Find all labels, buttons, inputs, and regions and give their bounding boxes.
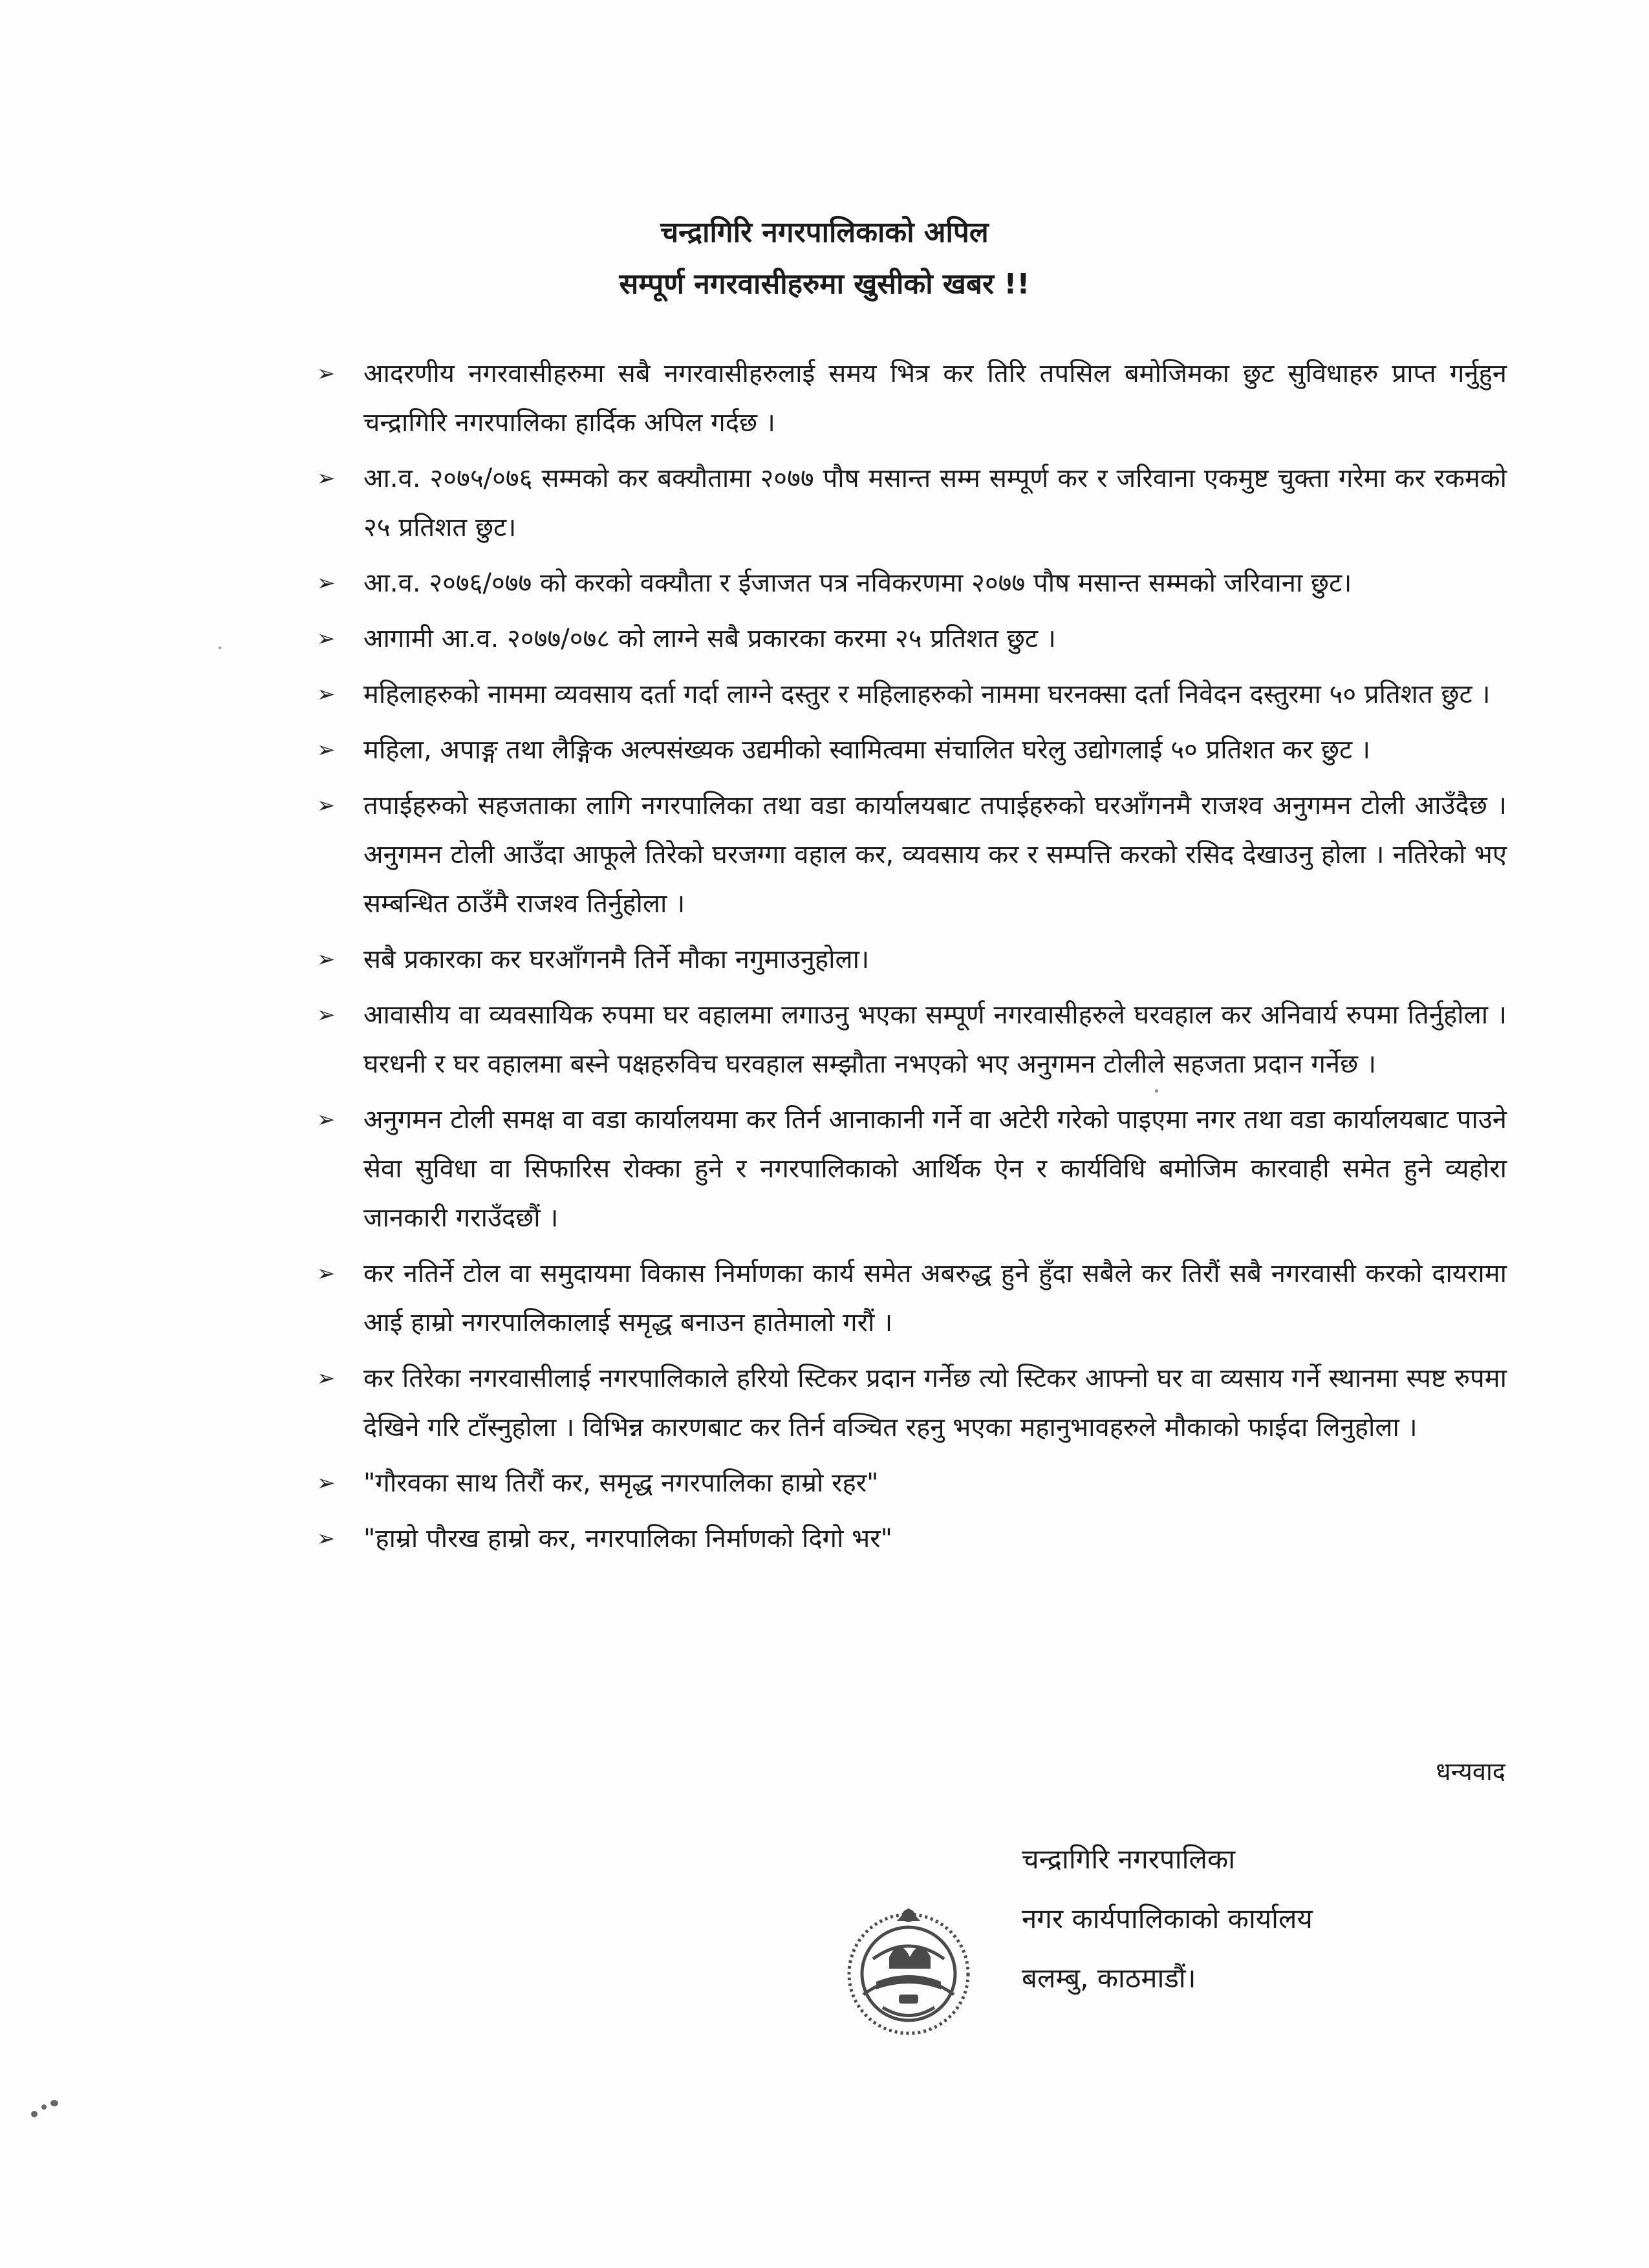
page-subtitle: सम्पूर्ण नगरवासीहरुमा खुसीको खबर !! — [619, 268, 1030, 301]
list-item-text: महिलाहरुको नाममा व्यवसाय दर्ता गर्दा लाग्ने दस्तुर र महिलाहरुको नाममा घरनक्सा दर्ता निवेदन दस्तुरमा ५० प्रतिशत छुट । — [363, 679, 1491, 709]
arrow-bullet-icon: ➢ — [317, 1107, 336, 1133]
arrow-bullet-icon: ➢ — [317, 465, 336, 491]
list-item-text: महिला, अपाङ्ग तथा लैङ्गिक अल्पसंख्यक उद्यमीको स्वामित्वमा संचालित घरेलु उद्योगलाई ५० प्रतिशत कर छुट । — [363, 735, 1371, 765]
arrow-bullet-icon: ➢ — [317, 1526, 336, 1552]
list-item — [317, 670, 1507, 719]
arrow-bullet-icon: ➢ — [317, 793, 336, 818]
list-item-text: सबै प्रकारका कर घरआँगनमै तिर्ने मौका नगुमाउनुहोला। — [363, 945, 870, 974]
list-item — [317, 454, 1507, 552]
list-item-text: तपाईहरुको सहजताका लागि नगरपालिका तथा वडा कार्यालयबाट तपाईहरुको घरआँगनमै राजश्व अनुगमन टोली आउँदैछ । अनुगमन टोली आउँदा आफूले तिरेको घरजग्गा वहाल कर, व्यवसाय कर र सम्पत्ति करको रसिद देखाउनु होला । नतिरेको भए सम्बन्धित ठाउँमै राजश्व तिर्नुहोला । — [363, 791, 1507, 919]
appeal-list — [317, 349, 1507, 1570]
list-item — [317, 781, 1507, 928]
signature-office: नगर कार्यपालिकाको कार्यालय — [1022, 1903, 1313, 1934]
arrow-bullet-icon: ➢ — [317, 626, 336, 652]
scan-speck — [50, 2100, 58, 2106]
arrow-bullet-icon: ➢ — [317, 570, 336, 596]
arrow-bullet-icon: ➢ — [317, 1261, 336, 1287]
list-item — [317, 1459, 1507, 1508]
arrow-bullet-icon: ➢ — [317, 947, 336, 972]
slogan-text: "गौरवका साथ तिरौं कर, समृद्ध नगरपालिका हाम्रो रहर" — [363, 1468, 879, 1498]
slogan-text: "हाम्रो पौरख हाम्रो कर, नगरपालिका निर्माणको दिगो भर" — [363, 1524, 893, 1554]
arrow-bullet-icon: ➢ — [317, 737, 336, 763]
list-item — [317, 725, 1507, 775]
list-item — [317, 990, 1507, 1089]
list-item-text: आवासीय वा व्यवसायिक रुपमा घर वहालमा लगाउनु भएका सम्पूर्ण नगरवासीहरुले घरवहाल कर अनिवार्य रुपमा तिर्नुहोला । घरधनी र घर वहालमा बस्ने पक्षहरुविच घरवहाल सम्झौता नभएको भए अनुगमन टोलीले सहजता प्रदान गर्नेछ । — [363, 1000, 1507, 1079]
list-item — [317, 1095, 1507, 1243]
scan-speck — [219, 647, 221, 649]
arrow-bullet-icon: ➢ — [317, 1365, 336, 1391]
arrow-bullet-icon: ➢ — [317, 361, 336, 387]
scan-speck — [41, 2104, 47, 2110]
scan-speck — [31, 2111, 38, 2117]
arrow-bullet-icon: ➢ — [317, 1470, 336, 1496]
nepal-government-emblem-icon — [837, 1898, 980, 2040]
signature-address: बलम्बु, काठमाडौं। — [1022, 1962, 1196, 1994]
list-item — [317, 1249, 1507, 1347]
list-item-text: आ.व. २०७६/०७७ को करको वक्यौता र ईजाजत पत्र नविकरणमा २०७७ पौष मसान्त सम्मको जरिवाना छुट। — [363, 568, 1352, 598]
list-item — [317, 349, 1507, 447]
signature-block — [1022, 1830, 1313, 2008]
scan-speck — [1155, 1089, 1158, 1093]
list-item — [317, 614, 1507, 663]
list-item-text: आगामी आ.व. २०७७/०७८ को लाग्ने सबै प्रकारका करमा २५ प्रतिशत छुट । — [363, 624, 1056, 654]
list-item-text: आदरणीय नगरवासीहरुमा सबै नगरवासीहरुलाई समय भित्र कर तिरि तपसिल बमोजिमका छुट सुविधाहरु प्राप्त गर्नुहुन चन्द्रागिरि नगरपालिका हार्दिक अपिल गर्दछ । — [363, 359, 1507, 438]
list-item — [317, 1354, 1507, 1452]
signature-organization: चन्द्रागिरि नगरपालिका — [1022, 1843, 1236, 1875]
list-item — [317, 559, 1507, 608]
list-item-text: कर नतिर्ने टोल वा समुदायमा विकास निर्माणका कार्य समेत अबरुद्ध हुने हुँदा सबैले कर तिरौं सबै नगरवासी करको दायरामा आई हाम्रो नगरपालिकालाई समृद्ध बनाउन हातेमालो गरौं । — [363, 1259, 1507, 1338]
list-item — [317, 935, 1507, 984]
list-item-text: अनुगमन टोली समक्ष वा वडा कार्यालयमा कर तिर्न आनाकानी गर्ने वा अटेरी गरेको पाइएमा नगर तथा वडा कार्यालयबाट पाउने सेवा सुविधा वा सिफारिस रोक्का हुने र नगरपालिकाको आर्थिक ऐन र कार्यविधि बमोजिम कारवाही समेत हुने व्यहोरा जानकारी गराउँदछौं । — [363, 1105, 1507, 1233]
arrow-bullet-icon: ➢ — [317, 681, 336, 707]
list-item — [317, 1514, 1507, 1563]
arrow-bullet-icon: ➢ — [317, 1002, 336, 1028]
thanks-text: धन्यवाद — [1436, 1757, 1505, 1786]
list-item-text: कर तिरेका नगरवासीलाई नगरपालिकाले हरियो स्टिकर प्रदान गर्नेछ त्यो स्टिकर आफ्नो घर वा व्यसाय गर्ने स्थानमा स्पष्ट रुपमा देखिने गरि टाँस्नुहोला । विभिन्न कारणबाट कर तिर्न वञ्चित रहनु भएका महानुभावहरुले मौकाको फाईदा लिनुहोला । — [363, 1364, 1507, 1442]
page-title: चन्द्रागिरि नगरपालिकाको अपिल — [660, 216, 989, 249]
list-item-text: आ.व. २०७५/०७६ सम्मको कर बक्यौतामा २०७७ पौष मसान्त सम्म सम्पूर्ण कर र जरिवाना एकमुष्ट चुक्ता गरेमा कर रकमको २५ प्रतिशत छुट। — [363, 464, 1507, 542]
